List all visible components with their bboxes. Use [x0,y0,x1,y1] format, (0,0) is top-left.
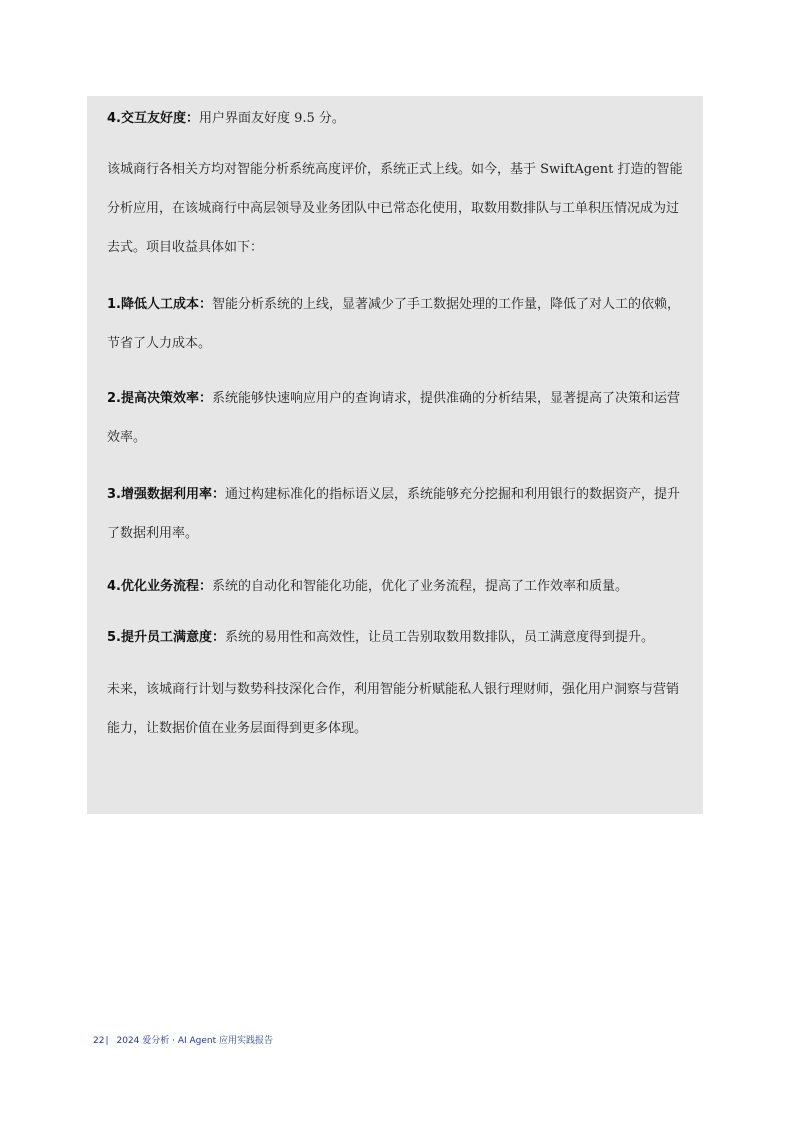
paragraph-text: 智能分析系统的上线，显著减少了手工数据处理的工作量，降低了对人工的依赖，节省了人力成本。 [107,297,680,351]
paragraph-lead: 5.提升员工满意度： [107,630,225,645]
report-title: 2024 爱分析 · AI Agent 应用实践报告 [116,1036,274,1046]
paragraph-lead: 4.交互友好度： [107,111,199,126]
paragraph-text: 用户界面友好度 9.5 分。 [198,111,345,126]
paragraph-reduce-labor-cost [107,285,687,363]
paragraph-lead: 4.优化业务流程： [107,579,212,594]
paragraph-text: 系统的自动化和智能化功能，优化了业务流程，提高了工作效率和质量。 [211,579,628,594]
paragraph-employee-satisfaction [107,628,687,648]
page-footer [93,1033,273,1046]
page-number: 22 [93,1036,105,1046]
paragraph-text: 系统能够快速响应用户的查询请求，提供准确的分析结果，显著提高了决策和运营效率。 [107,391,680,445]
paragraph-lead: 3.增强数据利用率： [107,487,225,502]
paragraph-decision-efficiency [107,379,687,457]
paragraph-process-optimization [107,577,687,597]
paragraph-lead: 1.降低人工成本： [107,297,212,312]
footer-separator: | [105,1036,109,1046]
paragraph-summary [107,150,687,267]
paragraph-text: 未来，该城商行计划与数势科技深化合作，利用智能分析赋能私人银行理财师，强化用户洞察与营销能力，让数据价值在业务层面得到更多体现。 [107,682,680,736]
paragraph-text: 通过构建标准化的指标语义层，系统能够充分挖掘和利用银行的数据资产，提升了数据利用率。 [107,487,680,541]
paragraph-future-plan [107,670,687,748]
paragraph-interaction-friendliness [107,109,687,129]
paragraph-lead: 2.提高决策效率： [107,391,212,406]
paragraph-text: 该城商行各相关方均对智能分析系统高度评价，系统正式上线。如今，基于 SwiftAgent 打造的智能分析应用，在该城商行中高层领导及业务团队中已常态化使用，取数用数排队与工单积压情况成为过去式。项目收益具体如下： [107,162,683,255]
paragraph-data-utilization [107,475,687,553]
paragraph-text: 系统的易用性和高效性，让员工告别取数用数排队，员工满意度得到提升。 [224,630,654,645]
